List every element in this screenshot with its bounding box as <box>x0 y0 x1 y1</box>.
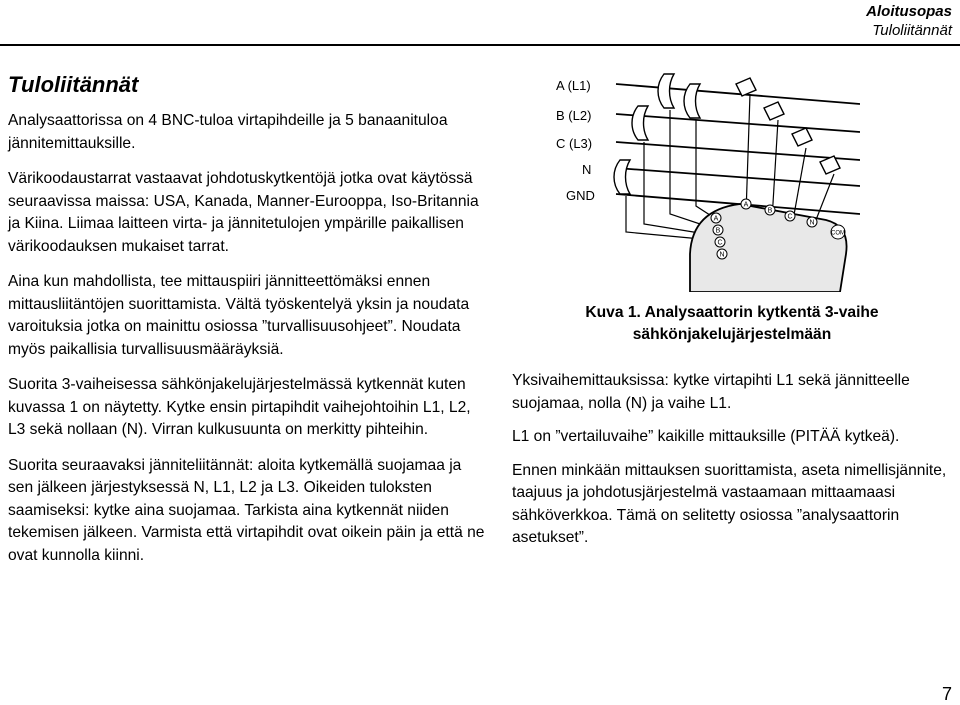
wire-label-a: A (L1) <box>556 78 591 93</box>
input-terminal <box>715 237 725 247</box>
terminal-label: N <box>809 219 815 227</box>
input-terminal <box>785 211 795 221</box>
wiring-diagram <box>540 64 860 292</box>
current-clamp-icon <box>632 106 648 140</box>
current-clamp-icon <box>658 74 674 108</box>
wire-label-c: C (L3) <box>556 136 593 151</box>
current-clamp-icon <box>684 84 700 118</box>
terminal-label: C <box>787 213 793 221</box>
input-terminal <box>807 217 817 227</box>
terminal-label: A <box>743 201 749 209</box>
left-column <box>8 110 488 580</box>
paragraph: Analysaattorissa on 4 BNC-tuloa virtapihdeille ja 5 banaanituloa jännitemittauksille. <box>8 112 448 152</box>
bus-line-c <box>616 142 860 160</box>
paragraph: Suorita seuraavaksi jänniteliitännät: aloita kytkemällä suojamaa ja sen jälkeen järjestyksessä N, L1, L2 ja L3. Oikeiden tuloksten saamiseksi: kytke aina suojamaa. Tarkista aina kytkennät niiden tekemisen jälkeen. Varmista että virtapihdit ovat oikein päin ja että ne ovat kunnolla kiinni. <box>8 456 485 564</box>
terminal-label: COM <box>831 230 845 237</box>
terminal-label: C <box>717 239 723 247</box>
terminal-label: B <box>715 227 721 235</box>
paragraph: Aina kun mahdollista, tee mittauspiiri jännitteettömäksi ennen mittausliitäntöjen suorittamista. Vältä työskentelyä yksin ja noudata varoituksia jotka on mainittu osiossa ”turvallisuusohjeet”. Noudata myös paikallisia turvallisuusmääräyksiä. <box>8 273 470 358</box>
subsection-title: Tuloliitännät <box>872 22 952 39</box>
alligator-clip-icon <box>792 128 812 146</box>
page-header <box>866 2 952 40</box>
input-terminal <box>831 225 845 239</box>
alligator-clip-icon <box>764 102 784 120</box>
page-number: 7 <box>941 684 952 704</box>
bus-line-n <box>616 168 860 186</box>
right-column <box>512 370 952 561</box>
input-terminal <box>717 249 727 259</box>
input-terminal <box>713 225 723 235</box>
terminal-label: B <box>767 207 773 215</box>
probe-cable <box>772 120 778 220</box>
input-terminal <box>765 205 775 215</box>
paragraph: L1 on ”vertailuvaihe” kaikille mittauksille (PITÄÄ kytkeä). <box>512 428 900 445</box>
terminal-label: N <box>719 251 725 259</box>
paragraph: Yksivaihemittauksissa: kytke virtapihti L1 sekä jännitteelle suojamaa, nolla (N) ja vaihe L1. <box>512 372 910 412</box>
header-rule <box>0 44 960 46</box>
paragraph: Ennen minkään mittauksen suorittamista, aseta nimellisjännite, taajuus ja johdotusjärjestelmä vastaamaan mittaamaasi sähköverkkoa. Tämä on selitetty osiossa ”analysaattorin asetukset”. <box>512 461 947 546</box>
paragraph: Suorita 3-vaiheisessa sähkönjakelujärjestelmässä kytkennät kuten kuvassa 1 on näytetty. Kytke ensin pirtapihdit vaihejohtoihin L1, L2, L3 sekä nollaan (N). Virran kulkusuunta on merkitty pihteihin. <box>8 376 471 438</box>
wire-label-n: N <box>582 162 592 177</box>
current-clamp-icon <box>614 160 630 194</box>
paragraph: Värikoodaustarrat vastaavat johdotuskytkentöjä jotka ovat käytössä seuraavissa maissa: USA, Kanada, Manner-Eurooppa, Iso-Britannia ja Kiina. Liimaa laitteen virta- ja jännitetulojen ympärille paikallisen värikoodauksen mukaiset tarrat. <box>8 170 479 255</box>
bus-line-b <box>616 114 860 132</box>
page-title: Tuloliitännät <box>8 72 139 97</box>
wiring-figure <box>540 64 860 292</box>
section-title: Aloitusopas <box>866 3 952 20</box>
wire-label-gnd: GND <box>566 188 595 203</box>
input-terminal <box>711 213 721 223</box>
wire-label-b: B (L2) <box>556 108 592 123</box>
figure-caption: Kuva 1. Analysaattorin kytkentä 3-vaihe sähkönjakelujärjestelmään <box>585 304 879 343</box>
input-terminal <box>741 199 751 209</box>
probe-cable <box>743 94 750 214</box>
terminal-label: A <box>713 215 719 223</box>
